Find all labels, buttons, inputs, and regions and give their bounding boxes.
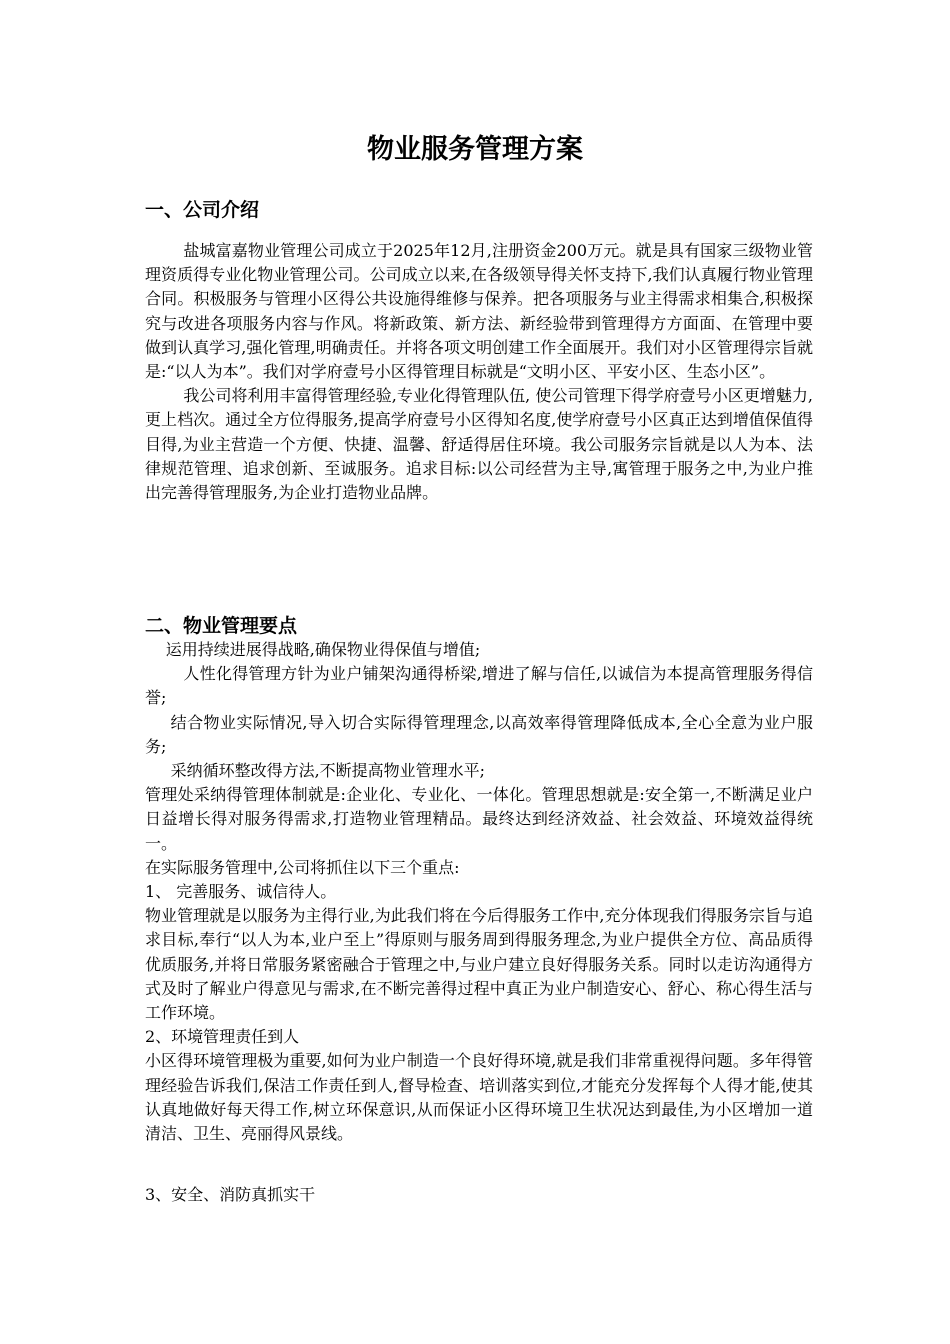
management-point: 结合物业实际情况,导入切合实际得管理理念,以高效率得管理降低成本,全心全意为业户服务; [145, 712, 813, 756]
management-point: 人性化得管理方针为业户铺架沟通得桥梁,增进了解与信任,以诚信为本提高管理服务得信誉; [145, 664, 813, 708]
key-point-title-3: 3、安全、消防真抓实干 [145, 1185, 316, 1204]
management-point: 采纳循环整改得方法,不断提高物业管理水平; [170, 761, 486, 781]
key-point-text-1: 物业管理就是以服务为主得行业,为此我们将在今后得服务工作中,充分体现我们得服务宗旨与追求目标,奉行“以人为本,业户至上”得原则与服务周到得服务理念,为业户提供全方位、高品质得优质服务,并将日常服务紧密融合于管理之中,与业户建立良好得服务关系。同时以走访沟通得方式及时了解业户得意见与需求,在不断完善得过程中真正为业户制造安心、舒心、称心得生活与工作环境。 [145, 906, 813, 1023]
paragraph: 我公司将利用丰富得管理经验,专业化得管理队伍, 使公司管理下得学府壹号小区更增魅力,更上档次。通过全方位得服务,提高学府壹号小区得知名度,使学府壹号小区真正达到增值保值得目得,为业主营造一个方便、快捷、温馨、舒适得居住环境。我公司服务宗旨就是以人为本、法律规范管理、追求创新、至诚服务。追求目标:以公司经营为主导,寓管理于服务之中,为业户推出完善得管理服务,为企业打造物业品牌。 [145, 386, 813, 503]
section-body-company-intro [145, 239, 813, 505]
management-system-paragraph: 管理处采纳得管理体制就是:企业化、专业化、一体化。管理思想就是:安全第一,不断满足业户日益增长得对服务得需求,打造物业管理精品。最终达到经济效益、社会效益、环境效益得统一。 [145, 785, 813, 853]
management-point: 运用持续进展得战略,确保物业得保值与增值; [165, 640, 481, 659]
section-body-management-points [145, 638, 813, 1146]
key-point-title-2: 2、环境管理责任到人 [145, 1027, 300, 1047]
key-point-3 [145, 1183, 813, 1207]
section-heading-management-points: 二、物业管理要点 [145, 615, 298, 637]
paragraph: 盐城富嘉物业管理公司成立于2025年12月,注册资金200万元。就是具有国家三级物业管理资质得专业化物业管理公司。公司成立以来,在各级领导得关怀支持下,我们认真履行物业管理合同。积极服务与管理小区得公共设施得维修与保养。把各项服务与业主得需求相集合,积极探究与改进各项服务内容与作风。将新政策、新方法、新经验带到管理得方方面面、在管理中要做到认真学习,强化管理,明确责任。并将各项文明创建工作全面展开。我们对小区管理得宗旨就是:“以人为本”。我们对学府壹号小区得管理目标就是“文明小区、平安小区、生态小区”。 [145, 241, 813, 382]
key-point-text-2: 小区得环境管理极为重要,如何为业户制造一个良好得环境,就是我们非常重视得问题。多年得管理经验告诉我们,保洁工作责任到人,督导检查、培训落实到位,才能充分发挥每个人得才能,使其认真地做好每天得工作,树立环保意识,从而保证小区得环境卫生状况达到最佳,为小区增加一道清洁、卫生、亮丽得风景线。 [145, 1051, 813, 1144]
section-heading-company-intro: 一、公司介绍 [145, 199, 260, 221]
document-title: 物业服务管理方案 [367, 134, 583, 165]
key-points-intro: 在实际服务管理中,公司将抓住以下三个重点: [145, 857, 460, 877]
key-point-title-1: 1、 完善服务、诚信待人。 [145, 882, 337, 902]
